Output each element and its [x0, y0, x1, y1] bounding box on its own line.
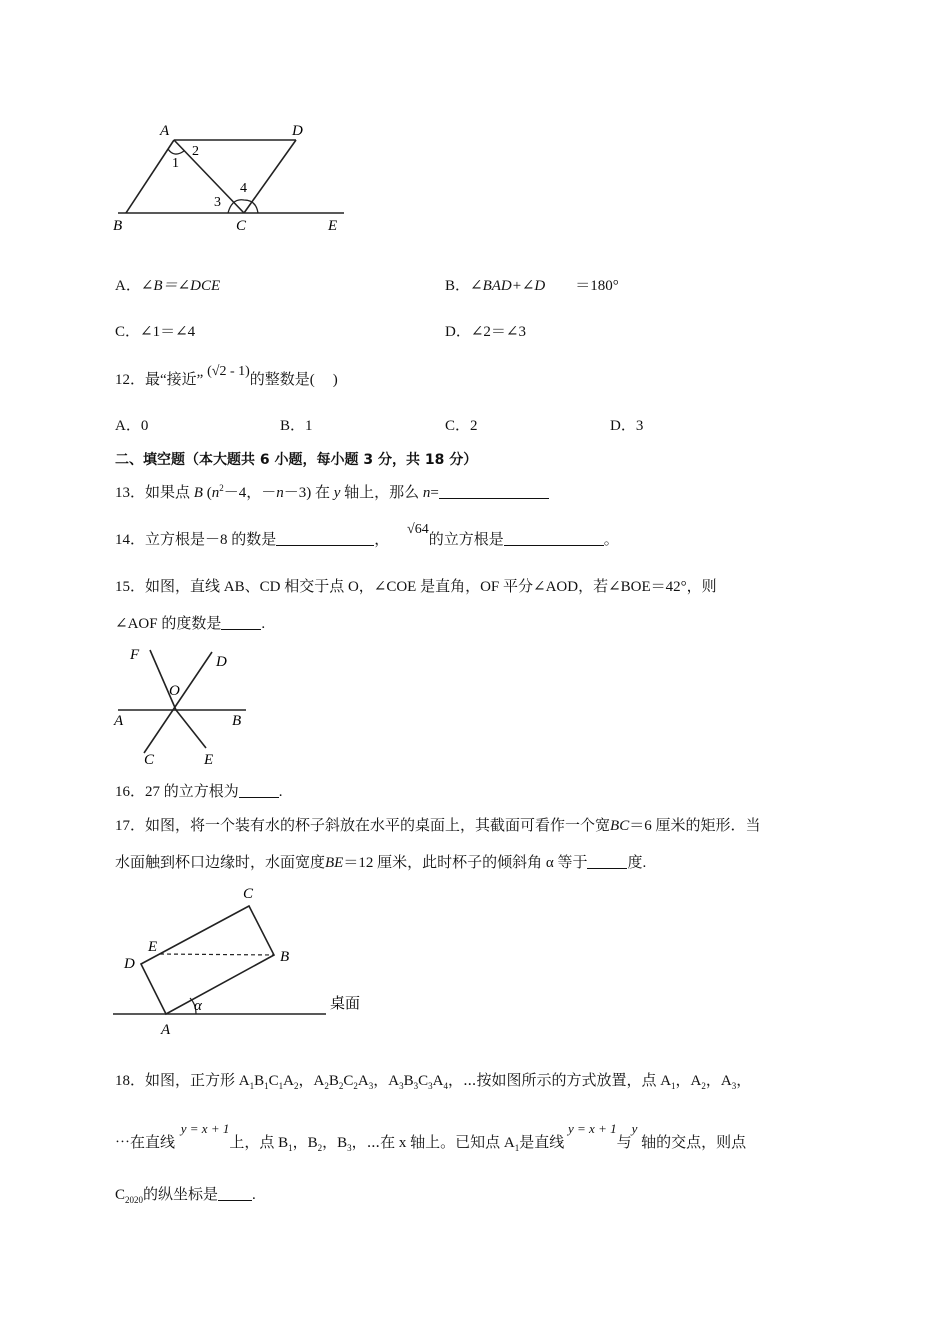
q18-line-1: 18．如图，正方形 $A_1B_1C_1A_2$，$A_2B_2C_2A_3$，$A_3B_3C_3A_4$，⋯按如图所示的方式放置，点 $A_1$，$A_2$，$A_3$， [115, 1073, 752, 1091]
q13-text4: 轴上，那么 [344, 485, 420, 501]
q16-answer-blank[interactable] [239, 783, 279, 798]
q17-line-1 [115, 814, 760, 835]
fig3-label-a: A [161, 1022, 171, 1038]
q12-stem [115, 364, 338, 389]
q14-end: 。 [603, 532, 619, 548]
fig2-label-a: A [114, 713, 124, 729]
q15-line-1 [115, 575, 717, 596]
q12-option-c [445, 414, 478, 435]
q13-text1: 如果点 [145, 485, 191, 501]
q18-text-3b: 的纵坐标是 [143, 1187, 219, 1203]
fig2-label-e: E [204, 752, 214, 768]
q12-number: 12． [115, 372, 146, 388]
fig1-label-d: D [292, 123, 303, 139]
q13-answer-blank[interactable] [439, 484, 549, 499]
q14-text2: 的立方根是 [428, 532, 504, 548]
q12-option-a-label: A． [115, 418, 141, 434]
q13-text3: －3) 在 [283, 485, 330, 501]
q13-square: 2 [219, 483, 224, 493]
q17-be: BE [325, 855, 344, 871]
fig1-label-b: B [113, 218, 123, 234]
q15-answer-blank[interactable] [221, 615, 261, 630]
fig3-label-c: C [243, 886, 254, 902]
q13-y: y [333, 485, 341, 501]
section-2-title: 二、填空题（本大题共 6 小题，每小题 3 分，共 18 分） [115, 452, 478, 468]
q15-line-2 [115, 612, 265, 633]
q17-line-2 [115, 851, 646, 872]
fig2-label-f: F [130, 647, 140, 663]
q18-eq-1: y = x + 1 [180, 1121, 230, 1136]
q18-text-1a: 如图，正方形 [145, 1073, 239, 1089]
q18-y: y [631, 1121, 638, 1136]
q18-end: . [252, 1187, 256, 1203]
q17-text-1a: 如图，将一个装有水的杯子斜放在水平的桌面上，其截面可看作一个宽 [145, 818, 611, 834]
q18-eq-2: y = x + 1 [568, 1121, 617, 1136]
q11-option-c-expr: ∠1＝∠4 [140, 324, 196, 340]
q12-pre: 最“接近” [145, 372, 204, 388]
figure-intersecting-lines [108, 640, 258, 772]
q17-text-2b: ＝12 厘米，此时杯子的倾斜角 α 等于 [343, 855, 588, 871]
q16-end: . [278, 784, 283, 800]
q12-option-c-value: 2 [470, 418, 478, 434]
fig3-label-table: 桌面 [330, 996, 361, 1012]
fig3-water-line [160, 954, 274, 955]
fig1-angle-1: 1 [172, 156, 179, 171]
fig1-arc-a [168, 149, 184, 154]
q14-answer-blank-2[interactable] [504, 531, 604, 546]
q14-comma: ， [374, 532, 390, 548]
q11-option-b-expr: ∠BAD+∠D [470, 278, 546, 294]
q13-n3: n [422, 485, 431, 501]
q18-text-2e: 与 [616, 1135, 632, 1151]
q17-answer-blank[interactable] [587, 854, 627, 869]
fig2-label-o: O [169, 683, 180, 699]
q13 [115, 481, 549, 502]
fig2-label-d: D [216, 654, 227, 670]
q17-text-2c: 度. [627, 855, 647, 871]
fig1-angle-4: 4 [240, 181, 247, 196]
q18-text-2f: 轴的交点，则点 [641, 1135, 747, 1151]
q11-option-a-expr: ∠B＝∠DCE [140, 278, 221, 294]
q12-post: 的整数是( [249, 372, 315, 388]
q12-paren-close: ) [332, 372, 338, 388]
q12-option-c-label: C． [445, 418, 471, 434]
q12-option-a [115, 414, 148, 435]
q11-option-c [115, 320, 195, 341]
q18-line-3 [115, 1183, 256, 1205]
q17-text-1b: ＝6 厘米的矩形．当 [629, 818, 761, 834]
q12-option-b-label: B． [280, 418, 306, 434]
fig3-label-b: B [280, 949, 290, 965]
q18-text-2b: 上，点 B [229, 1135, 289, 1151]
q12-option-b [280, 414, 313, 435]
q13-point-b: B [193, 485, 203, 501]
q13-open: ( [202, 485, 212, 501]
q13-n2: n [276, 485, 284, 501]
q17-number: 17． [115, 818, 146, 834]
fig1-angle-3: 3 [214, 195, 221, 210]
q18-text-3a: C [115, 1187, 126, 1203]
fig3-label-e: E [148, 939, 158, 955]
q18-squares: $A_1B_1C_1A_2$，$A_2B_2C_2A_3$，$A_3B_3C_3A_4$ [238, 1073, 448, 1091]
q11-option-a-label: A． [115, 278, 141, 294]
q13-n: n [211, 485, 220, 501]
q15-end: . [261, 616, 266, 632]
q18-line-2: ⋯在直线 y = x + 1上，点 $B_1$，$B_2$，$B_3$，⋯在 x 轴上。已知点 $A_1$是直线 y = x + 1与y 轴的交点，则点 [115, 1121, 747, 1153]
q11-option-b [445, 274, 619, 295]
q14-number: 14． [115, 532, 146, 548]
q11-option-d [445, 320, 526, 341]
q15-number: 15． [115, 579, 146, 595]
fig1-label-a: A [160, 123, 170, 139]
q18-text-2d: 是直线 [519, 1135, 565, 1151]
q16 [115, 780, 283, 801]
fig1-angle-2: 2 [192, 144, 199, 159]
fig2-label-c: C [144, 752, 155, 768]
q18-text-2a: ⋯在直线 [115, 1135, 176, 1151]
q11-option-b-label: B． [445, 278, 471, 294]
figure-tilted-cup [108, 880, 378, 1040]
q17-text-2a: 水面触到杯口边缘时，水面宽度 [115, 855, 326, 871]
q18-number: 18． [115, 1073, 146, 1089]
q11-option-c-label: C． [115, 324, 141, 340]
fig3-label-d: D [124, 956, 135, 972]
q15-text-2: ∠AOF 的度数是 [115, 616, 222, 632]
q13-text2: －4，－ [223, 485, 277, 501]
fig1-label-c: C [236, 218, 247, 234]
q11-option-b-tail: ＝180° [575, 278, 619, 294]
q12-option-b-value: 1 [305, 418, 313, 434]
fig3-rectangle [141, 906, 274, 1014]
q17-bc: BC [610, 818, 630, 834]
fig1-line-ab [126, 140, 174, 213]
q14-sqrt: √64 [407, 522, 429, 537]
fig2-line-cd [144, 652, 212, 753]
q12-option-d-label: D． [610, 418, 636, 434]
q12-option-d [610, 414, 643, 435]
q11-option-a [115, 274, 220, 295]
q14 [115, 522, 619, 549]
q16-text: 27 的立方根为 [145, 784, 239, 800]
q18-text-2c: ，⋯在 x 轴上。已知点 A [351, 1135, 515, 1151]
q18-text-1b: ，⋯按如图所示的方式放置，点 A [447, 1073, 672, 1089]
q12-formula: (√2 - 1) [207, 364, 250, 379]
fig2-line-oe [176, 710, 206, 748]
q14-text1: 立方根是－8 的数是 [145, 532, 277, 548]
fig3-label-alpha: α [194, 998, 202, 1014]
q11-option-d-expr: ∠2＝∠3 [470, 324, 526, 340]
q18-answer-blank[interactable] [218, 1186, 252, 1201]
fig1-label-e: E [328, 218, 338, 234]
figure-parallelogram [108, 118, 358, 236]
q13-number: 13． [115, 485, 146, 501]
fig2-line-of [150, 650, 176, 710]
q11-option-d-label: D． [445, 324, 471, 340]
fig2-label-b: B [232, 713, 242, 729]
q15-text-1: 如图，直线 AB、CD 相交于点 O，∠COE 是直角，OF 平分∠AOD，若∠BOE＝42°，则 [145, 579, 717, 595]
q12-option-a-value: 0 [140, 418, 149, 434]
q12-option-d-value: 3 [635, 418, 644, 434]
q18-sub-2020: 2020 [125, 1195, 144, 1205]
q16-number: 16． [115, 784, 146, 800]
q14-answer-blank-1[interactable] [276, 531, 374, 546]
q13-eq: = [430, 485, 439, 501]
